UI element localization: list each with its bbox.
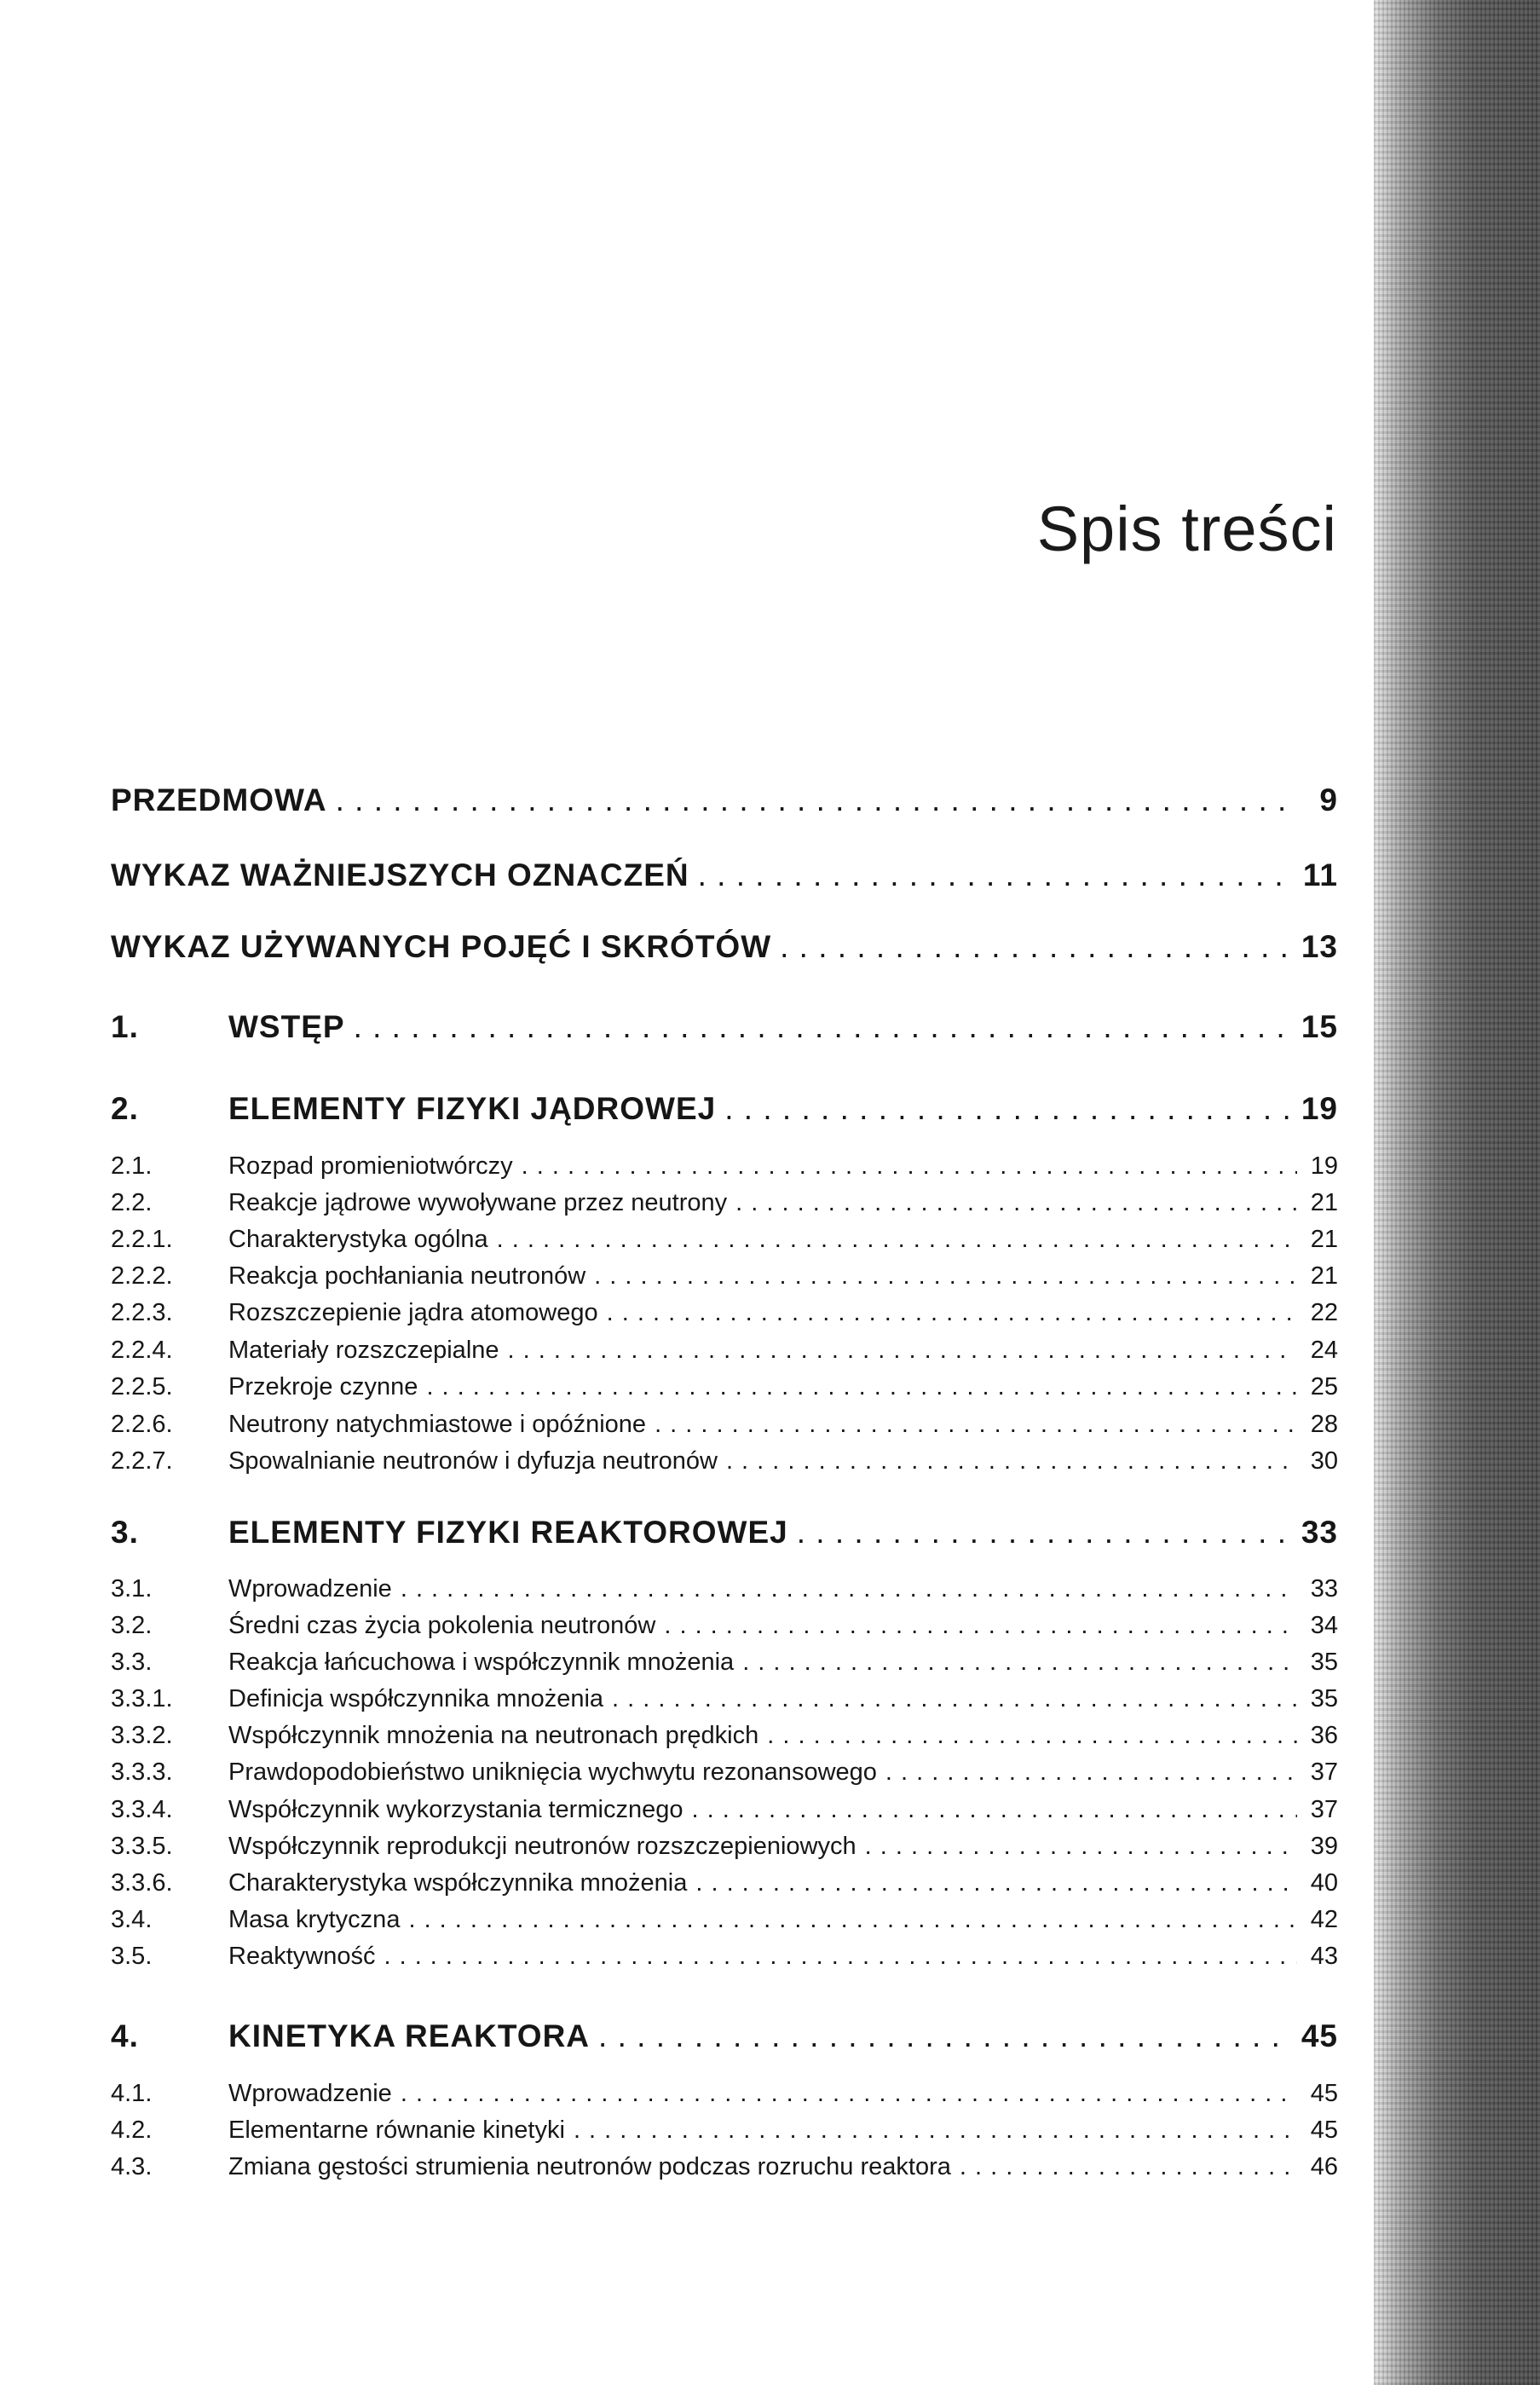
toc-section-page: 22 xyxy=(1310,1299,1338,1326)
toc-section[interactable] xyxy=(111,1943,1338,1971)
toc-section-label: Reakcje jądrowe wywoływane przez neutrony xyxy=(228,1189,728,1216)
toc-section[interactable] xyxy=(111,1796,1338,1824)
dot-leader xyxy=(735,1189,1297,1217)
toc-section-label: Prawdopodobieństwo uniknięcia wychwytu rezonansowego xyxy=(228,1758,877,1786)
toc-section[interactable] xyxy=(111,1869,1338,1897)
toc-section-number: 3.5. xyxy=(111,1943,153,1970)
dot-leader xyxy=(664,1612,1297,1640)
toc-chapter-number: 1. xyxy=(111,1009,139,1044)
toc-section[interactable] xyxy=(111,1262,1338,1291)
toc-chapter-2[interactable] xyxy=(111,1091,1338,1127)
toc-section-label: Rozszczepienie jądra atomowego xyxy=(228,1299,598,1326)
toc-section-page: 30 xyxy=(1310,1447,1338,1475)
dot-leader xyxy=(726,1447,1297,1475)
toc-section[interactable] xyxy=(111,1758,1338,1787)
toc-section-number: 2.2.6. xyxy=(111,1411,173,1438)
toc-section[interactable] xyxy=(111,1189,1338,1217)
dot-leader xyxy=(497,1226,1297,1254)
dot-leader xyxy=(607,1299,1297,1327)
dot-leader xyxy=(612,1685,1297,1713)
toc-section-number: 4.3. xyxy=(111,2153,153,2180)
dot-leader xyxy=(354,1009,1293,1045)
dot-leader xyxy=(797,1515,1293,1551)
toc-section-label: Masa krytyczna xyxy=(228,1906,401,1933)
toc-section[interactable] xyxy=(111,1447,1338,1475)
toc-section-label: Spowalnianie neutronów i dyfuzja neutronów xyxy=(228,1447,718,1475)
toc-chapter-number: 4. xyxy=(111,2018,139,2053)
toc-section-number: 2.2.4. xyxy=(111,1337,173,1364)
toc-section-number: 3.2. xyxy=(111,1612,153,1639)
toc-entry-notation[interactable] xyxy=(111,858,1338,893)
toc-section-number: 3.4. xyxy=(111,1906,153,1933)
toc-section[interactable] xyxy=(111,1299,1338,1327)
toc-entry-page: 11 xyxy=(1302,858,1338,892)
toc-section-label: Elementarne równanie kinetyki xyxy=(228,2116,565,2144)
toc-section-label: Reakcja łańcuchowa i współczynnik mnożenia xyxy=(228,1649,735,1676)
toc-entry-preface[interactable] xyxy=(111,782,1338,818)
dot-leader xyxy=(695,1869,1297,1897)
toc-chapter-label: KINETYKA REAKTORA xyxy=(228,2018,591,2053)
toc-entry-label: WYKAZ UŻYWANYCH POJĘĆ I SKRÓTÓW xyxy=(111,929,772,964)
toc-section-label: Charakterystyka współczynnika mnożenia xyxy=(228,1869,688,1897)
toc-chapter-1[interactable] xyxy=(111,1009,1338,1045)
toc-section-page: 40 xyxy=(1310,1869,1338,1897)
toc-section-page: 21 xyxy=(1310,1189,1338,1216)
dot-leader xyxy=(655,1411,1297,1439)
toc-section-page: 37 xyxy=(1310,1758,1338,1786)
toc-section-label: Wprowadzenie xyxy=(228,1575,392,1603)
toc-section-number: 2.2.1. xyxy=(111,1226,173,1253)
toc-section-page: 45 xyxy=(1310,2080,1338,2107)
toc-section-label: Współczynnik reprodukcji neutronów rozszczepieniowych xyxy=(228,1833,857,1860)
toc-section-page: 25 xyxy=(1310,1373,1338,1400)
dot-leader xyxy=(336,782,1294,818)
dot-leader xyxy=(384,1943,1297,1971)
toc-section-page: 43 xyxy=(1310,1943,1338,1970)
toc-section-page: 45 xyxy=(1310,2116,1338,2144)
dot-leader xyxy=(865,1833,1297,1861)
toc-section[interactable] xyxy=(111,1722,1338,1750)
dot-leader xyxy=(594,1262,1297,1291)
dot-leader xyxy=(508,1337,1297,1365)
toc-section-number: 2.2.7. xyxy=(111,1447,173,1475)
toc-section-label: Wprowadzenie xyxy=(228,2080,392,2107)
toc-section[interactable] xyxy=(111,2080,1338,2108)
toc-section-number: 4.1. xyxy=(111,2080,153,2107)
toc-section-page: 42 xyxy=(1310,1906,1338,1933)
toc-section-page: 24 xyxy=(1310,1337,1338,1364)
dot-leader xyxy=(408,1906,1297,1934)
toc-section-number: 4.2. xyxy=(111,2116,153,2144)
toc-section-number: 3.3.6. xyxy=(111,1869,173,1897)
toc-chapter-number: 3. xyxy=(111,1515,139,1550)
toc-section-number: 2.2.2. xyxy=(111,1262,173,1290)
toc-section-label: Współczynnik wykorzystania termicznego xyxy=(228,1796,683,1823)
toc-section-number: 3.3.5. xyxy=(111,1833,173,1860)
toc-section[interactable] xyxy=(111,1152,1338,1181)
toc-section[interactable] xyxy=(111,1575,1338,1603)
toc-entry-page: 9 xyxy=(1319,782,1338,817)
toc-section-label: Średni czas życia pokolenia neutronów xyxy=(228,1612,656,1639)
toc-section-page: 35 xyxy=(1310,1685,1338,1712)
toc-chapter-4[interactable] xyxy=(111,2018,1338,2054)
toc-section-page: 35 xyxy=(1310,1649,1338,1676)
toc-chapter-page: 45 xyxy=(1301,2018,1338,2053)
toc-section[interactable] xyxy=(111,1833,1338,1861)
toc-entry-terms[interactable] xyxy=(111,929,1338,965)
toc-section-label: Charakterystyka ogólna xyxy=(228,1226,488,1253)
toc-section[interactable] xyxy=(111,1373,1338,1401)
toc-section-number: 3.3.4. xyxy=(111,1796,173,1823)
toc-section[interactable] xyxy=(111,1337,1338,1365)
dot-leader xyxy=(401,2080,1297,2108)
toc-section-page: 21 xyxy=(1310,1262,1338,1290)
toc-section-page: 21 xyxy=(1310,1226,1338,1253)
toc-section[interactable] xyxy=(111,1906,1338,1934)
dot-leader xyxy=(574,2116,1297,2145)
toc-section-label: Rozpad promieniotwórczy xyxy=(228,1152,513,1180)
dot-leader xyxy=(960,2153,1297,2181)
toc-section[interactable] xyxy=(111,2153,1338,2181)
dot-leader xyxy=(698,858,1294,893)
dot-leader xyxy=(885,1758,1297,1787)
toc-section-label: Zmiana gęstości strumienia neutronów podczas rozruchu reaktora xyxy=(228,2153,951,2180)
toc-chapter-label: ELEMENTY FIZYKI REAKTOROWEJ xyxy=(228,1515,788,1550)
toc-section-number: 3.3.3. xyxy=(111,1758,173,1786)
toc-entry-label: PRZEDMOWA xyxy=(111,782,327,817)
dot-leader xyxy=(767,1722,1297,1750)
dot-leader xyxy=(742,1649,1297,1677)
toc-section-page: 33 xyxy=(1310,1575,1338,1603)
dot-leader xyxy=(401,1575,1297,1603)
toc-section[interactable] xyxy=(111,2116,1338,2145)
dot-leader xyxy=(724,1091,1293,1127)
toc-section-number: 3.3.1. xyxy=(111,1685,173,1712)
toc-section-label: Reakcja pochłaniania neutronów xyxy=(228,1262,586,1290)
toc-section[interactable] xyxy=(111,1411,1338,1439)
toc-section-label: Neutrony natychmiastowe i opóźnione xyxy=(228,1411,647,1438)
toc-chapter-label: WSTĘP xyxy=(228,1009,345,1044)
dot-leader xyxy=(598,2018,1293,2054)
toc-section[interactable] xyxy=(111,1226,1338,1254)
toc-section-label: Materiały rozszczepialne xyxy=(228,1337,499,1364)
toc-chapter-label: ELEMENTY FIZYKI JĄDROWEJ xyxy=(228,1091,717,1126)
toc-chapter-page: 33 xyxy=(1301,1515,1338,1550)
toc-chapter-3[interactable] xyxy=(111,1515,1338,1551)
toc-section-label: Współczynnik mnożenia na neutronach prędkich xyxy=(228,1722,759,1749)
toc-section-page: 46 xyxy=(1310,2153,1338,2180)
toc-section[interactable] xyxy=(111,1649,1338,1677)
toc-section-number: 2.2.3. xyxy=(111,1299,173,1326)
toc-entry-page: 13 xyxy=(1301,929,1338,964)
toc-section[interactable] xyxy=(111,1685,1338,1713)
toc-section-page: 36 xyxy=(1310,1722,1338,1749)
toc-chapter-number: 2. xyxy=(111,1091,139,1126)
toc-section-page: 28 xyxy=(1310,1411,1338,1438)
toc-section-page: 34 xyxy=(1310,1612,1338,1639)
toc-section-number: 3.1. xyxy=(111,1575,153,1603)
dot-leader xyxy=(691,1796,1297,1824)
page-title: Spis treści xyxy=(1036,494,1337,564)
toc-chapter-page: 15 xyxy=(1301,1009,1338,1044)
toc-section-page: 37 xyxy=(1310,1796,1338,1823)
toc-section-label: Definicja współczynnika mnożenia xyxy=(228,1685,604,1712)
toc-section-page: 39 xyxy=(1310,1833,1338,1860)
toc-section-number: 3.3.2. xyxy=(111,1722,173,1749)
toc-section[interactable] xyxy=(111,1612,1338,1640)
toc-section-number: 2.2. xyxy=(111,1189,153,1216)
dot-leader xyxy=(780,929,1293,965)
toc-section-number: 2.2.5. xyxy=(111,1373,173,1400)
dot-leader xyxy=(426,1373,1297,1401)
dot-leader xyxy=(522,1152,1297,1181)
toc-chapter-page: 19 xyxy=(1301,1091,1338,1126)
toc-section-number: 3.3. xyxy=(111,1649,153,1676)
toc-section-number: 2.1. xyxy=(111,1152,153,1180)
toc-entry-label: WYKAZ WAŻNIEJSZYCH OZNACZEŃ xyxy=(111,858,689,892)
toc-section-page: 19 xyxy=(1310,1152,1338,1180)
toc-section-label: Reaktywność xyxy=(228,1943,376,1970)
toc-section-label: Przekroje czynne xyxy=(228,1373,418,1400)
